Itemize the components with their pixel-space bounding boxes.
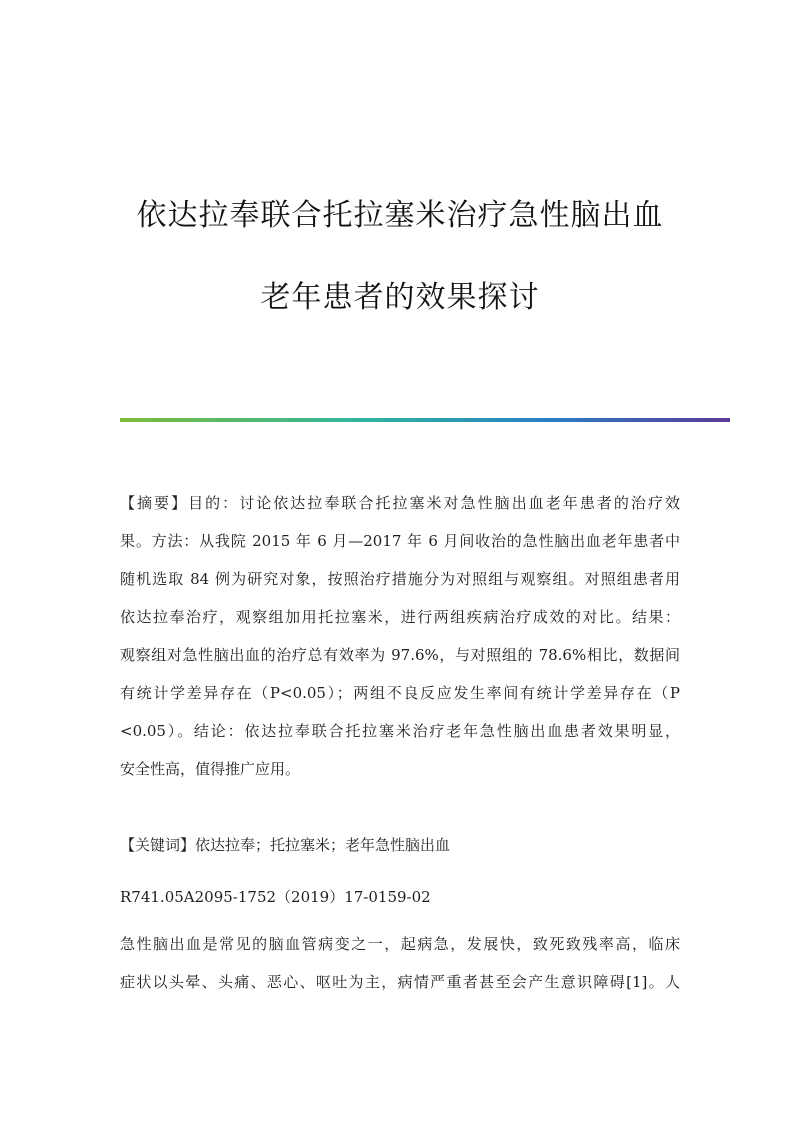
paper-title-line-1: 依达拉奉联合托拉塞米治疗急性脑出血 — [136, 198, 664, 233]
body-line: 症状以头晕、头痛、恶心、呕吐为主，病情严重者甚至会产生意识障碍[1]。人 — [120, 973, 680, 991]
title-divider — [120, 418, 730, 422]
abstract-line: 果。方法：从我院 2015 年 6 月—2017 年 6 月间收治的急性脑出血老年患者中 — [120, 532, 680, 550]
body-line: 急性脑出血是常见的脑血管病变之一，起病急，发展快，致死致残率高，临床 — [120, 935, 680, 953]
keywords — [120, 826, 680, 864]
abstract-line: <0.05）。结论：依达拉奉联合托拉塞米治疗老年急性脑出血患者效果明显， — [120, 722, 680, 740]
paper-title-line-2: 老年患者的效果探讨 — [260, 280, 540, 315]
abstract-line: 观察组对急性脑出血的治疗总有效率为 97.6%，与对照组的 78.6%相比，数据间 — [120, 646, 680, 664]
abstract-line: 【摘要】目的：讨论依达拉奉联合托拉塞米对急性脑出血老年患者的治疗效 — [120, 494, 680, 512]
keywords-line: 【关键词】依达拉奉；托拉塞米；老年急性脑出血 — [120, 836, 451, 854]
classification-number — [120, 878, 680, 916]
abstract-line: 安全性高，值得推广应用。 — [120, 760, 301, 778]
abstract-line: 依达拉奉治疗，观察组加用托拉塞米，进行两组疾病治疗成效的对比。结果： — [120, 608, 680, 626]
abstract-line: 随机选取 84 例为研究对象，按照治疗措施分为对照组与观察组。对照组患者用 — [120, 570, 680, 588]
classification-line: R741.05A2095-1752（2019）17-0159-02 — [120, 888, 431, 906]
abstract — [120, 484, 680, 788]
body-text — [120, 925, 680, 1001]
abstract-line: 有统计学差异存在（P<0.05）；两组不良反应发生率间有统计学差异存在（P — [120, 684, 680, 702]
